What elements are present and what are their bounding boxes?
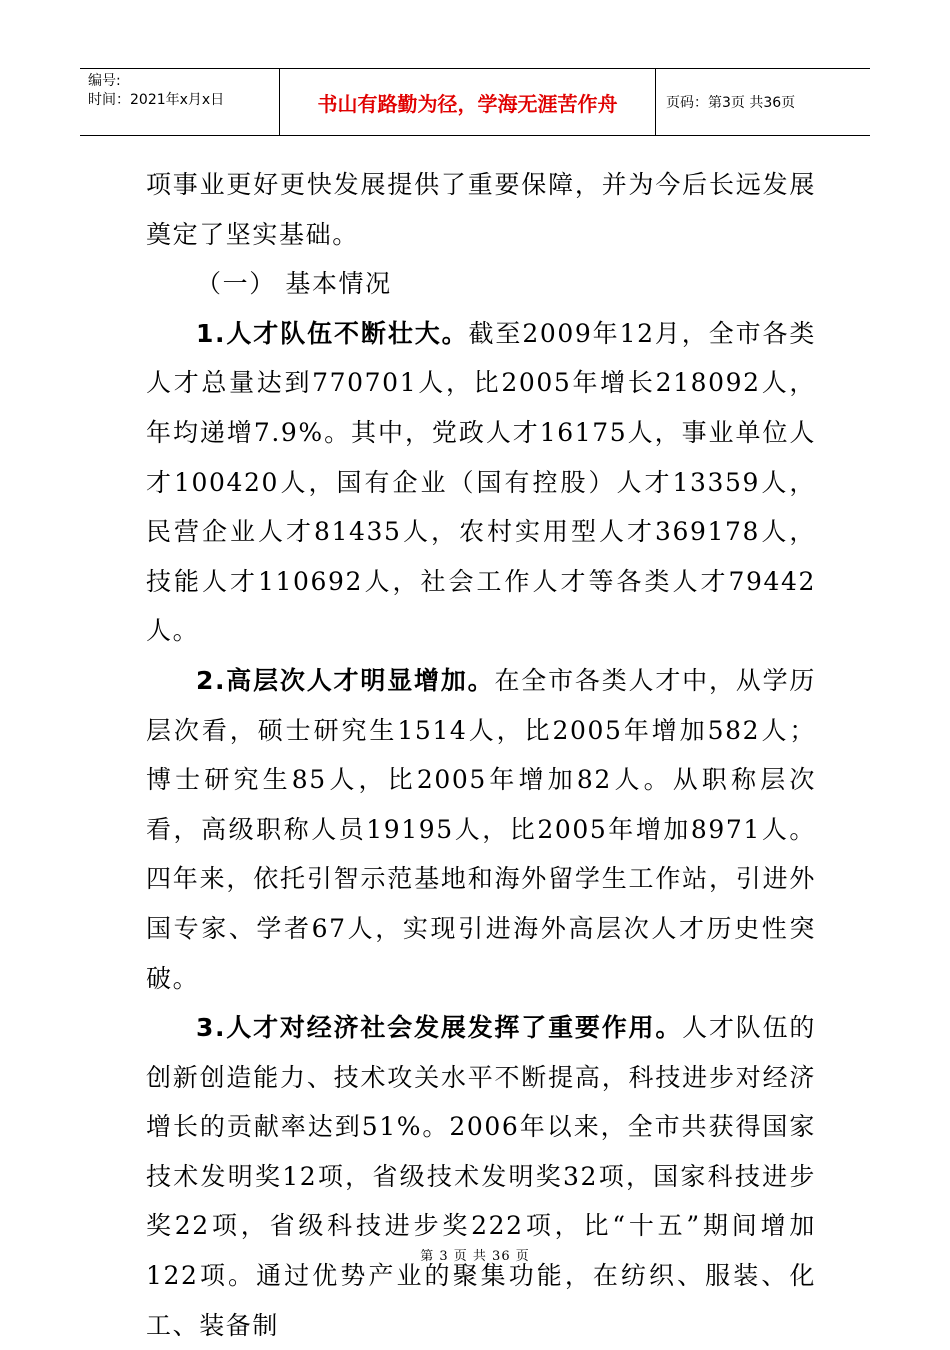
page-footer: 第 3 页 共 36 页 (420, 1249, 530, 1264)
header-motto: 书山有路勤为径，学海无涯苦作舟 (280, 69, 656, 135)
document-header (80, 68, 870, 136)
number-label: 编号: (88, 73, 121, 89)
item-paragraph-1 (146, 309, 816, 656)
document-body (146, 160, 816, 1350)
item-text-3: 人才队伍的创新创造能力、技术攻关水平不断提高，科技进步对经济增长的贡献率达到51%。2006年以来，全市共获得国家技术发明奖12项，省级技术发明奖32项，国家科技进步奖22项，省级科技进步奖222项，比“十五”期间增加122项。通过优势产业的聚集功能，在纺织、服装、化工、装备制 (146, 1013, 816, 1340)
item-lead-3: 3.人才对经济社会发展发挥了重要作用。 (196, 1013, 683, 1043)
item-text-1: 截至2009年12月，全市各类人才总量达到770701人，比2005年增长218092人，年均递增7.9%。其中，党政人才16175人，事业单位人才100420人，国有企业（国有控股）人才13359人，民营企业人才81435人，农村实用型人才369178人，技能人才110692人，社会工作人才等各类人才79442人。 (146, 318, 816, 646)
intro-paragraph: 项事业更好更快发展提供了重要保障，并为今后长远发展奠定了坚实基础。 (146, 170, 816, 249)
item-lead-2: 2.高层次人才明显增加。 (196, 665, 495, 695)
header-page-info: 页码：第3页 共36页 (666, 95, 796, 111)
item-text-2: 在全市各类人才中，从学历层次看，硕士研究生1514人，比2005年增加582人；博士研究生85人，比2005年增加82人。从职称层次看，高级职称人员19195人，比2005年增加8971人。四年来，依托引智示范基地和海外留学生工作站，引进外国专家、学者67人，实现引进海外高层次人才历史性突破。 (146, 665, 817, 993)
header-meta (80, 69, 280, 135)
item-lead-1: 1.人才队伍不断壮大。 (196, 318, 469, 348)
date-label: 时间：2021年x月x日 (88, 92, 225, 108)
item-paragraph-2 (146, 656, 816, 1003)
section-heading: （一） 基本情况 (196, 269, 392, 299)
item-paragraph-3 (146, 1003, 816, 1350)
